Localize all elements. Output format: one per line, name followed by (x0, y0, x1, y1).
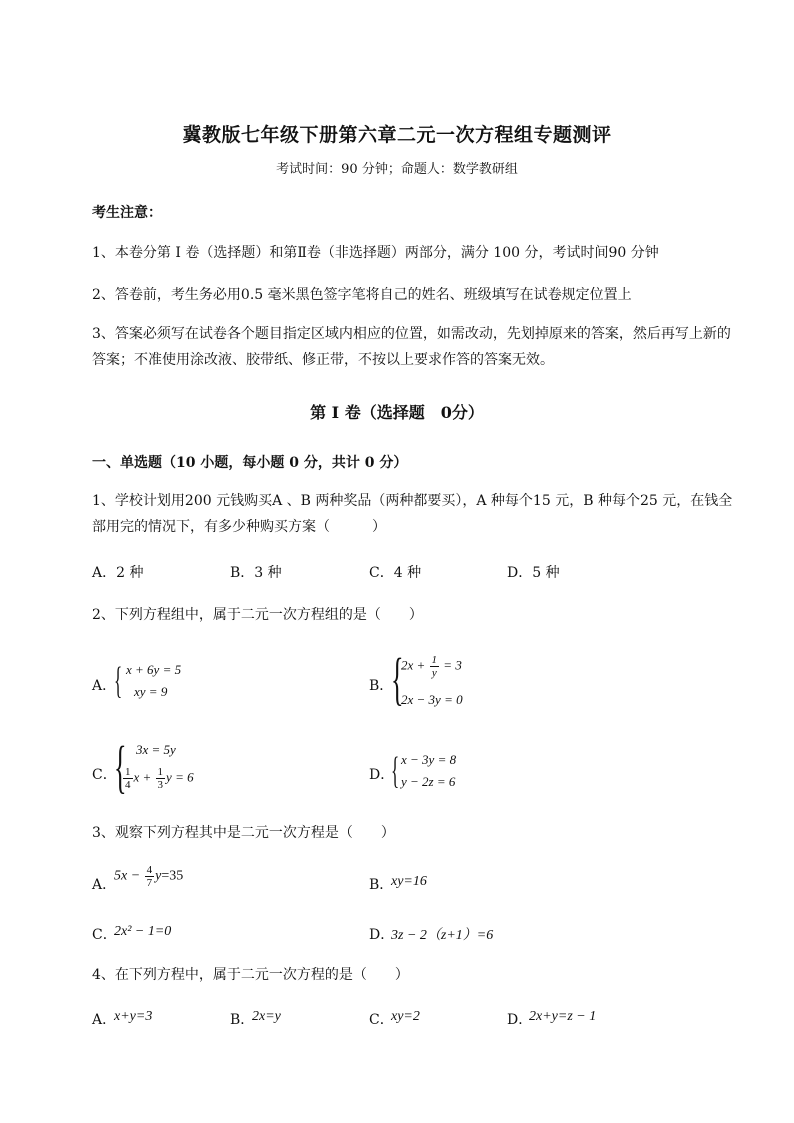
question-1-option-c: C．4 种 (369, 565, 422, 581)
section-title: 第 I 卷（选择题 0分） (310, 403, 484, 422)
question-4-option-b-label: B． (230, 1012, 255, 1028)
question-2-option-b-label: B． (369, 678, 394, 694)
notice-item-2: 2、答卷前，考生务必用0.5 毫米黑色签字笔将自己的姓名、班级填写在试卷规定位置上 (92, 287, 632, 303)
question-2-option-c-system (114, 734, 214, 802)
notice-item-1: 1、本卷分第 I 卷（选择题）和第Ⅱ卷（非选择题）两部分，满分 100 分，考试时间90 分钟 (92, 245, 659, 261)
left-brace: { (391, 646, 404, 711)
question-3-option-d-equation: 3z − 2（z+1）=6 (391, 928, 494, 943)
question-1-option-d: D．5 种 (507, 565, 560, 581)
equation-line: xy = 9 (134, 684, 168, 699)
equation-line: 2x + $\frac{1}{y}$ = 3 (401, 654, 462, 679)
page-title: 冀教版七年级下册第六章二元一次方程组专题测评 (182, 124, 612, 146)
question-3-option-c-equation: 2x² − 1=0 (114, 924, 172, 939)
question-4-option-a-label: A． (92, 1012, 117, 1028)
question-2-option-d-label: D． (369, 767, 395, 783)
part-heading: 一、单选题（10 小题，每小题 0 分，共计 0 分） (92, 455, 408, 471)
question-3-option-b-equation: xy=16 (391, 874, 427, 889)
equation-line: 2x − 3y = 0 (401, 692, 463, 707)
question-2-option-a-label: A． (92, 678, 117, 694)
question-4-option-d-equation: 2x+y=z − 1 (529, 1009, 597, 1024)
question-4-option-a-equation: x+y=3 (114, 1009, 153, 1024)
equation-line: $\frac{1}{4}$ x + $\frac{1}{3}$ y = 6 (125, 766, 194, 791)
question-2-option-b-system (391, 646, 501, 712)
equation-line: 3x = 5y (136, 742, 176, 757)
question-3-option-b-label: B． (369, 877, 394, 893)
question-4-option-c-equation: xy=2 (391, 1009, 420, 1024)
notice-item-3: 3、答案必须写在试卷各个题目指定区域内相应的位置，如需改动，先划掉原来的答案，然后再写上新的答案；不准使用涂改液、胶带纸、修正带，不按以上要求作答的答案无效。 (92, 326, 731, 368)
question-3-option-c-label: C． (92, 927, 117, 943)
question-1-option-a: A．2 种 (92, 565, 144, 581)
left-brace: { (391, 750, 400, 792)
question-1-option-b: B．3 种 (230, 565, 282, 581)
question-3-option-d-label: D． (369, 927, 395, 943)
equation-line: x + 6y = 5 (126, 662, 182, 677)
question-2-stem: 2、下列方程组中，属于二元一次方程组的是（ ） (92, 607, 423, 623)
question-3-option-a-equation: 5x − $\frac{4}{7}$ y=35 (114, 864, 184, 889)
exam-subtitle: 考试时间：90 分钟；命题人：数学教研组 (276, 162, 518, 177)
question-4-option-b-equation: 2x=y (252, 1009, 281, 1024)
question-2-option-d-system (391, 750, 481, 794)
left-brace: { (114, 734, 127, 799)
notice-heading: 考生注意： (92, 205, 162, 221)
question-4-option-d-label: D． (507, 1012, 533, 1028)
question-3-option-a-label: A． (92, 877, 117, 893)
question-4-stem: 4、在下列方程中，属于二元一次方程的是（ ） (92, 967, 409, 983)
question-2-option-c-label: C． (92, 767, 117, 783)
equation-line: y − 2z = 6 (401, 774, 456, 789)
question-4-option-c-label: C． (369, 1012, 394, 1028)
equation-line: x − 3y = 8 (401, 752, 457, 767)
left-brace: { (114, 660, 123, 702)
question-1-stem: 1、学校计划用200 元钱购买A 、B 两种奖品（两种都要买），A 种每个15 元，B 种每个25 元，在钱全部用完的情况下，有多少种购买方案（ ） (92, 493, 733, 535)
question-2-option-a-system (114, 660, 204, 704)
question-3-stem: 3、观察下列方程其中是二元一次方程是（ ） (92, 825, 395, 841)
